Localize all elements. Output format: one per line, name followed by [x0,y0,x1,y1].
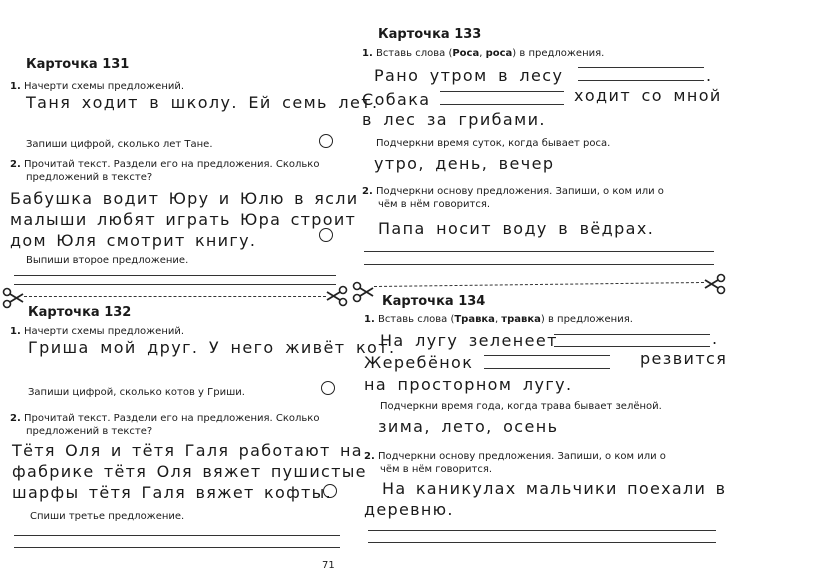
card-132-task-1 [10,325,184,338]
writing-line [14,547,340,548]
text-line: фабрике тётя Оля вяжет пушистые [12,462,367,481]
task-text: Прочитай текст. Раздели его на предложения. Сколько [23,413,320,424]
task-number: 2. [10,413,21,424]
card-131-task-1 [10,80,184,93]
task-text: , [494,314,502,325]
scissors-icon [704,273,726,295]
writing-line [14,275,336,276]
answer-circle[interactable] [319,134,333,148]
answer-line[interactable] [440,104,564,105]
card-132-task-2 [10,412,319,438]
card-134-task-1 [364,313,633,326]
card-134-task-2 [364,450,666,476]
task-text: чём в нём говорится. [378,199,491,210]
insert-word: Травка [454,314,495,325]
text-line: На каникулах мальчики поехали в [382,479,727,498]
card-133-options: утро, день, вечер [374,154,555,173]
card-134-sentence-2a: Жеребёнок [364,353,474,372]
card-133-sentence-1: Рано утром в лесу [374,66,564,85]
page-number: 71 [322,560,335,571]
task-number: 1. [10,326,21,337]
card-132-text [12,440,367,503]
text-line: Бабушка водит Юру и Юлю в ясли [10,189,359,208]
card-131-text [10,188,358,251]
task-text: Вставь слова ( [377,314,455,325]
answer-circle[interactable] [319,228,333,242]
task-text: Начерти схемы предложений. [23,326,185,337]
card-134-options: зима, лето, осень [378,417,559,436]
text-line: малыши любят играть Юра строит [10,210,357,229]
card-132-copy-task: Спиши третье предложение. [30,511,185,522]
card-133-task-2 [362,185,664,211]
task-number: 1. [10,81,21,92]
task-text: чём в нём говорится. [380,464,493,475]
writing-line [14,535,340,536]
task-number: 2. [364,451,375,462]
task-text: Подчеркни основу предложения. Запиши, о ком или о [377,451,666,462]
task-text: ) в предложения. [512,48,605,59]
answer-circle[interactable] [321,381,335,395]
card-133-sentence-3: в лес за грибами. [362,110,546,129]
answer-line[interactable] [554,346,710,347]
task-text: предложений в тексте? [26,426,153,437]
task-text: Начерти схемы предложений. [23,81,185,92]
card-131-write-digit: Запиши цифрой, сколько лет Тане. [26,139,213,150]
card-131-sentence: Таня ходит в школу. Ей семь лет. [26,93,379,112]
insert-word: роса [485,48,513,59]
task-text: ) в предложения. [540,314,633,325]
answer-line[interactable] [440,91,564,92]
answer-circle[interactable] [323,484,337,498]
cut-line [24,296,326,297]
card-133-sentence-2b: ходит со мной [574,86,722,105]
card-134-sentence-2b: резвится [640,349,728,368]
task-text: Прочитай текст. Раздели его на предложения. Сколько [23,159,320,170]
card-131-copy-task: Выпиши второе предложение. [26,255,189,266]
answer-line[interactable] [484,368,610,369]
card-134-underline-task: Подчеркни время года, когда трава бывает зелёной. [380,401,662,412]
scissors-icon [326,285,348,307]
card-134-title: Карточка 134 [382,294,486,309]
text-line: деревню. [364,500,454,519]
insert-word: травка [501,314,541,325]
card-133-title: Карточка 133 [378,27,482,42]
card-133-sentence: Папа носит воду в вёдрах. [378,219,655,238]
writing-line [364,264,714,265]
card-131-task-2 [10,158,319,184]
writing-line [368,542,716,543]
card-132-sentence: Гриша мой друг. У него живёт кот. [28,338,396,357]
insert-word: Роса [452,48,480,59]
card-132-write-digit: Запиши цифрой, сколько котов у Гриши. [28,387,245,398]
task-number: 1. [364,314,375,325]
card-133-underline-task: Подчеркни время суток, когда бывает роса. [376,138,611,149]
task-number: 2. [362,186,373,197]
card-131-title: Карточка 131 [26,57,130,72]
answer-line[interactable] [578,80,704,81]
task-text: предложений в тексте? [26,172,153,183]
sentence-end: . [706,66,713,85]
task-number: 1. [362,48,373,59]
task-text: Подчеркни основу предложения. Запиши, о ком или о [375,186,664,197]
scissors-icon [2,287,24,309]
writing-line [368,530,716,531]
writing-line [364,251,714,252]
scissors-icon [352,281,374,303]
card-132-title: Карточка 132 [28,305,132,320]
text-line: Тётя Оля и тётя Галя работают на [12,441,363,460]
task-text: Вставь слова ( [375,48,453,59]
card-134-sentence [364,478,726,520]
card-134-sentence-1: На лугу зеленеет [380,331,558,350]
answer-line[interactable] [554,334,710,335]
task-number: 2. [10,159,21,170]
answer-line[interactable] [578,67,704,68]
writing-line [14,284,336,285]
answer-line[interactable] [484,355,610,356]
card-134-sentence-3: на просторном лугу. [364,375,573,394]
text-line: дом Юля смотрит книгу. [10,231,257,250]
text-line: шарфы тётя Галя вяжет кофты. [12,483,332,502]
sentence-end: . [712,329,719,348]
cut-line [374,282,704,287]
card-133-sentence-2a: Собака [362,90,431,109]
task-text: , [479,48,486,59]
card-133-task-1 [362,47,604,60]
